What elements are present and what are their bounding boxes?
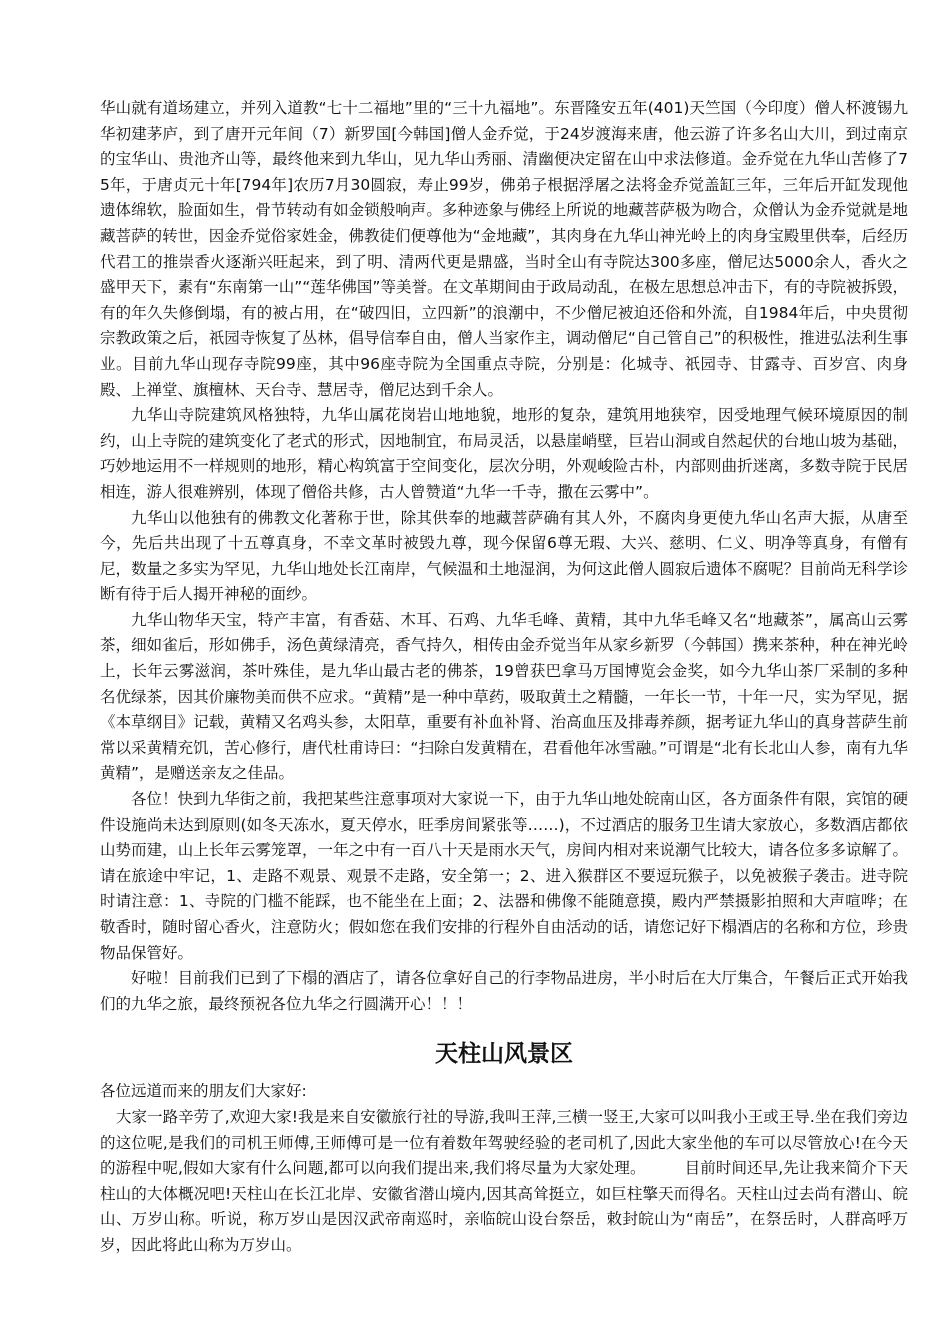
document-page [100, 96, 908, 1259]
paragraph-jiuhua-arrival: 好啦！目前我们已到了下榻的酒店了，请各位拿好自己的行李物品进房，半小时后在大厅集合，午餐后正式开始我们的九华之旅，最终预祝各位九华之行圆满开心！！！ [100, 969, 908, 1013]
paragraph-jiuhua-products: 九华山物华天宝，特产丰富，有香菇、木耳、石鸡、九华毛峰、黄精，其中九华毛峰又名“地藏茶”，属高山云雾茶，细如雀后，形如佛手，汤色黄绿清亮，香气持久，相传由金乔觉当年从家乡新罗（今韩国）携来茶种，种在神光岭上，长年云雾滋润，茶叶殊佳，是九华山最古老的佛茶，19曾获巴拿马万国博览会金奖，如今九华山茶厂采制的多种名优绿茶，因其价廉物美而供不应求。“黄精”是一种中草药，吸取黄土之精髓，一年长一节，十年一尺，实为罕见，据《本草纲目》记载，黄精又名鸡头参，太阳草，重要有补血补肾、治高血压及排毒养颜，据考证九华山的真身菩萨生前常以采黄精充饥，苦心修行，唐代杜甫诗曰：“扫除白发黄精在，君看他年冰雪融。”可谓是“北有长北山人参，南有九华黄精”，是赠送亲友之佳品。 [100, 610, 908, 783]
paragraph-jiuhua-architecture: 九华山寺院建筑风格独特，九华山属花岗岩山地地貌，地形的复杂，建筑用地狭窄，因受地理气候环境原因的制约，山上寺院的建筑变化了老式的形式，因地制宜，布局灵活，以悬崖峭壁，巨岩山洞或自然起伏的台地山坡为基础，巧妙地运用不一样规则的地形，精心构筑富于空间变化，层次分明，外观峻险古朴，内部则曲折迷离，多数寺院于民居相连，游人很难辨别，体现了僧俗共修，古人曾赞道“九华一千寺，撒在云雾中”。 [100, 406, 908, 501]
paragraph-jiuhua-bodies: 九华山以他独有的佛教文化著称于世，除其供奉的地藏菩萨确有其人外，不腐肉身更使九华山名声大振，从唐至今，先后共出现了十五尊真身，不幸文革时被毁九尊，现今保留6尊无瑕、大兴、慈明、仁义、明净等真身，有僧有尼，数量之多实为罕见，九华山地处长江南岸，气候温和土地湿润，为何这此僧人圆寂后遗体不腐呢？目前尚无科学诊断有待于后人揭开神秘的面纱。 [100, 508, 908, 604]
paragraph-tianzhu-intro: 大家一路辛劳了,欢迎大家!我是来自安徽旅行社的导游,我叫王萍,三横一竖王,大家可以叫我小王或王导.坐在我们旁边的这位呢,是我们的司机王师傅,王师傅可是一位有着数年驾驶经验的老司机了,因此大家坐他的车可以尽管放心!在今天的游程中呢,假如大家有什么问题,都可以向我们提出来,我们将尽量为大家处理。 目前时间还早,先让我来简介下天柱山的大体概况吧!天柱山在长江北岸、安徽省潜山境内,因其高耸挺立，如巨柱擎天而得名。天柱山过去尚有潜山、皖山、万岁山称。听说，称万岁山是因汉武帝南巡时，亲临皖山设台祭岳，敕封皖山为“南岳”，在祭岳时，人群高呼万岁，因此将此山称为万岁山。 [100, 1107, 908, 1254]
section-title-tianzhu: 天柱山风景区 [435, 1041, 573, 1068]
paragraph-jiuhua-notices: 各位！快到九华街之前，我把某些注意事项对大家说一下，由于九华山地处皖南山区，各方面条件有限，宾馆的硬件设施尚未达到原则(如冬天冻水，夏天停水，旺季房间紧张等……)，不过酒店的服务卫生请大家放心，多数酒店都依山势而建，山上长年云雾笼罩，一年之中有一百八十天是雨水天气，房间内相对来说潮气比较大，请各位多多谅解了。请在旅途中牢记，1、走路不观景、观景不走路，安全第一；2、进入猴群区不要逗玩猴子，以免被猴子袭击。进寺院时请注意：1、寺院的门槛不能踩，也不能坐在上面；2、法器和佛像不能随意摸，殿内严禁摄影拍照和大声喧哗；在敬香时，随时留心香火，注意防火；假如您在我们安排的行程外自由活动的话，请您记好下榻酒店的名称和方位，珍贵物品保管好。 [100, 790, 908, 962]
paragraph-greeting: 各位远道而来的朋友们大家好: [100, 1082, 307, 1101]
paragraph-jiuhua-history: 华山就有道场建立，并列入道教“七十二福地”里的“三十九福地”。东晋隆安五年(401)天竺国（今印度）僧人杯渡锡九华初建茅庐，到了唐开元年间（7）新罗国[今韩国]僧人金乔觉，于24岁渡海来唐，他云游了许多名山大川，到过南京的宝华山、贵池齐山等，最终他来到九华山，见九华山秀丽、清幽便决定留在山中求法修道。金乔觉在九华山苦修了75年，于唐贞元十年[794年]农历7月30圆寂，寿止99岁，佛弟子根据浮屠之法将金乔觉盖缸三年，三年后开缸发现他遗体绵软，脸面如生，骨节转动有如金锁般响声。多种迹象与佛经上所说的地藏菩萨极为吻合，众僧认为金乔觉就是地藏菩萨的转世，因金乔觉俗家姓金，佛教徒们便尊他为“金地藏”，其肉身在九华山神光岭上的肉身宝殿里供奉，后经历代君工的推崇香火逐渐兴旺起来，到了明、清两代更是鼎盛，当时全山有寺院达300多座，僧尼达5000余人，香火之盛甲天下，素有“东南第一山”“莲华佛国”等美誉。在文革期间由于政局动乱，在极左思想总冲击下，有的寺院被拆毁，有的年久失修倒塌，有的被占用，在“破四旧，立四新”的浪潮中，不少僧尼被迫还俗和外流，自1984年后，中央贯彻宗教政策之后，祇园寺恢复了丛林，倡导信奉自由，僧人当家作主，调动僧尼“自己管自己”的积极性，推进弘法利生事业。目前九华山现存寺院99座，其中96座寺院为全国重点寺院，分别是：化城寺、祇园寺、甘露寺、百岁宫、肉身殿、上禅堂、旗檀林、天台寺、慧居寺，僧尼达到千余人。 [100, 99, 908, 399]
